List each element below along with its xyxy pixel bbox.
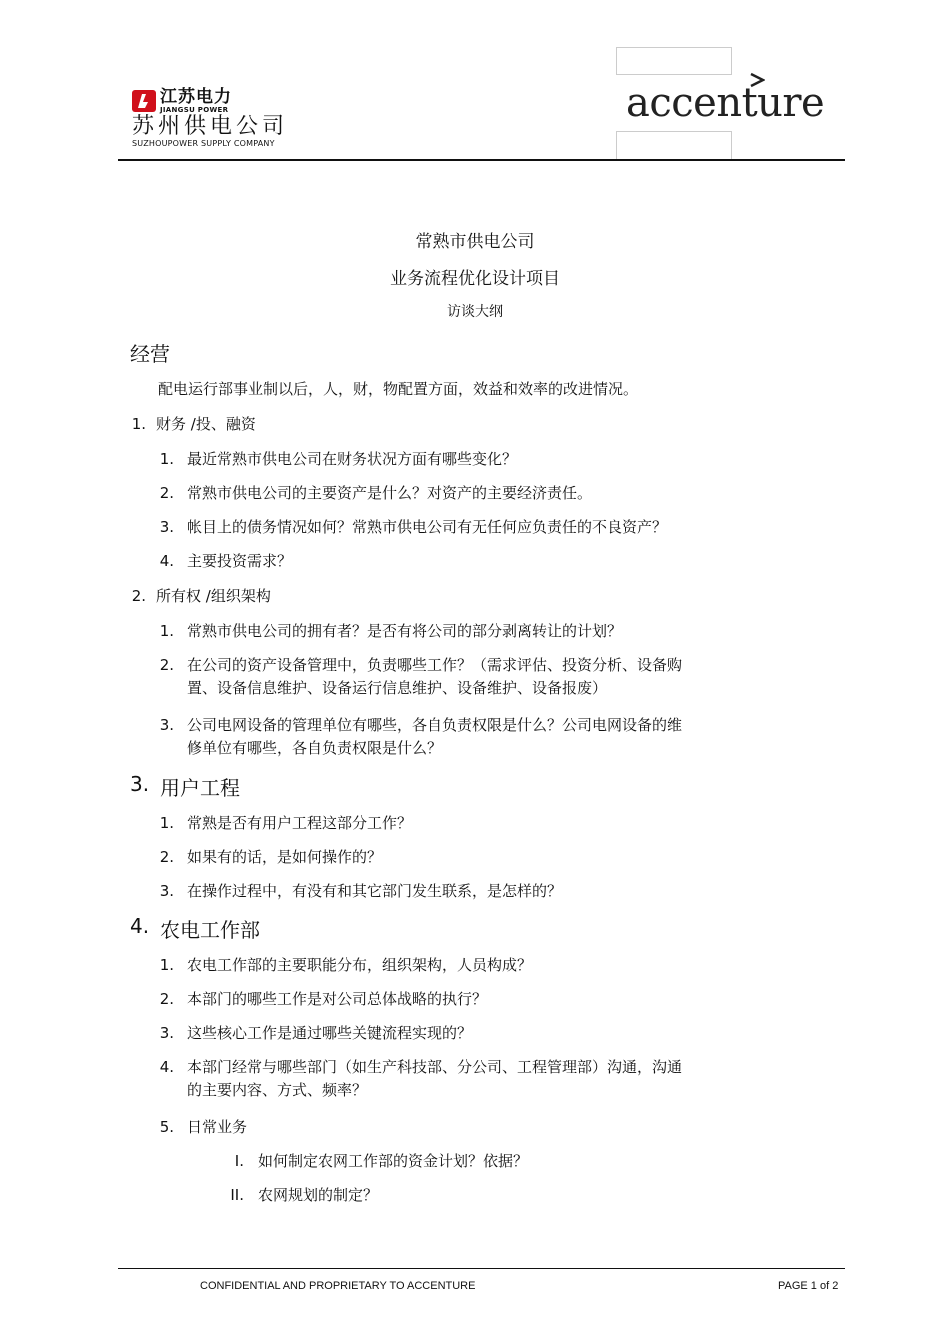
- accenture-logo: accenture: [626, 80, 825, 126]
- document-title-company: 常熟市供电公司: [415, 232, 535, 252]
- section-heading-rural-power: [130, 914, 260, 942]
- brand-en: JIANGSU POWER: [160, 106, 229, 114]
- header-box-top: [616, 47, 732, 75]
- footer-divider: [118, 1268, 845, 1269]
- section-label: 用户工程: [160, 776, 240, 800]
- brand-cn: 江苏电力: [160, 87, 232, 107]
- footer-confidential: CONFIDENTIAL AND PROPRIETARY TO ACCENTURE: [200, 1280, 476, 1292]
- section-heading-user-engineering: [130, 772, 240, 800]
- section-heading-operations: 经营: [130, 342, 170, 366]
- document-subtitle: 访谈大纲: [447, 304, 503, 320]
- accenture-chevron-icon: [749, 72, 765, 88]
- suzhou-power-logo: [132, 88, 312, 150]
- header-box-bottom: [616, 131, 732, 160]
- header-divider: [118, 159, 845, 161]
- section-label: 农电工作部: [160, 918, 260, 942]
- section-number: 3.: [130, 772, 150, 796]
- document-title-project: 业务流程优化设计项目: [390, 269, 560, 289]
- footer-page-number: PAGE 1 of 2: [778, 1280, 839, 1292]
- section-intro: 配电运行部事业制以后，人，财，物配置方面，效益和效率的改进情况。: [158, 380, 639, 398]
- company-en: SUZHOUPOWER SUPPLY COMPANY: [132, 139, 275, 148]
- section-number: 4.: [130, 914, 150, 938]
- company-cn: 苏州供电公司: [132, 114, 289, 139]
- jiangsu-power-mark-icon: [132, 90, 156, 112]
